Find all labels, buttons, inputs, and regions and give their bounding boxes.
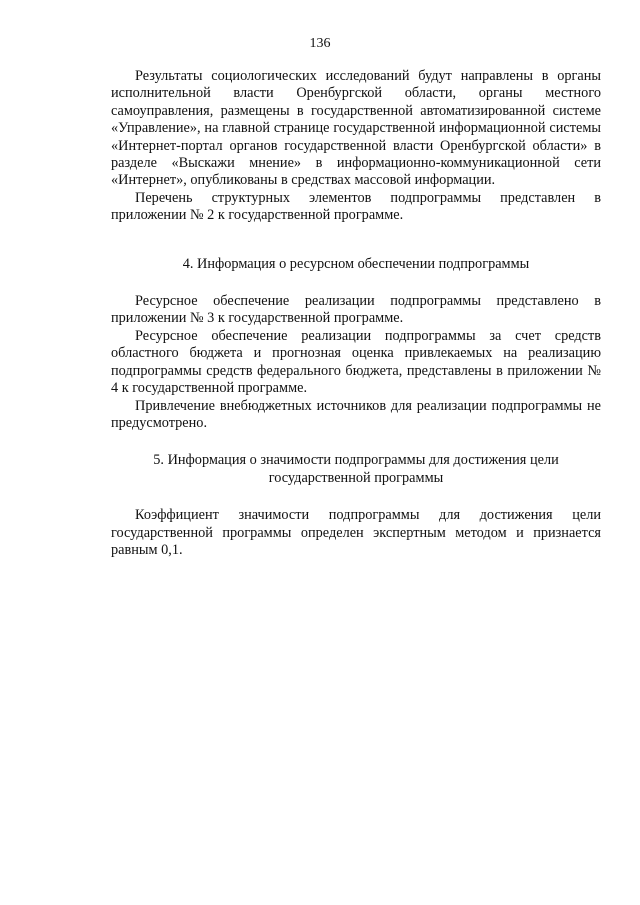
section-5-heading-line-2: государственной программы (268, 469, 444, 486)
spacer (111, 273, 601, 293)
spacer (111, 487, 601, 507)
spacer (111, 225, 601, 256)
section-4-heading: 4. Информация о ресурсном обеспечении подпрограммы (182, 255, 530, 272)
section-5-paragraph-1: Коэффициент значимости подпрограммы для достижения цели государственной программы определен экспертным методом и признается равным 0,1. (111, 507, 601, 558)
page-content (111, 68, 601, 559)
page-number: 136 (309, 36, 331, 51)
section-5-heading-line-1: 5. Информация о значимости подпрограммы для достижения цели (153, 452, 559, 469)
spacer (111, 432, 601, 452)
section-4-paragraph-1: Ресурсное обеспечение реализации подпрограммы представлено в приложении № 3 к государственной программе. (111, 293, 601, 327)
intro-paragraph-2: Перечень структурных элементов подпрограммы представлен в приложении № 2 к государственной программе. (111, 189, 601, 224)
section-4-paragraph-3: Привлечение внебюджетных источников для реализации подпрограммы не предусмотрено. (111, 397, 601, 431)
intro-paragraph-1: Результаты социологических исследований будут направлены в органы исполнительной власти Оренбургской области, органы местного самоуправления, размещены в государственной автоматизированной системе «Управление», на главной странице государственной информационной системы «Интернет-портал органов государственной власти Оренбургской области» в разделе «Выскажи мнение» в информационно-коммуникационной сети «Интернет», опубликованы в средствах массовой информации. (111, 68, 601, 189)
section-4-paragraph-2: Ресурсное обеспечение реализации подпрограммы за счет средств областного бюджета и прогнозная оценка привлекаемых на реализацию подпрограммы средств федерального бюджета, представлены в приложении № 4 к государственной программе. (111, 327, 601, 397)
